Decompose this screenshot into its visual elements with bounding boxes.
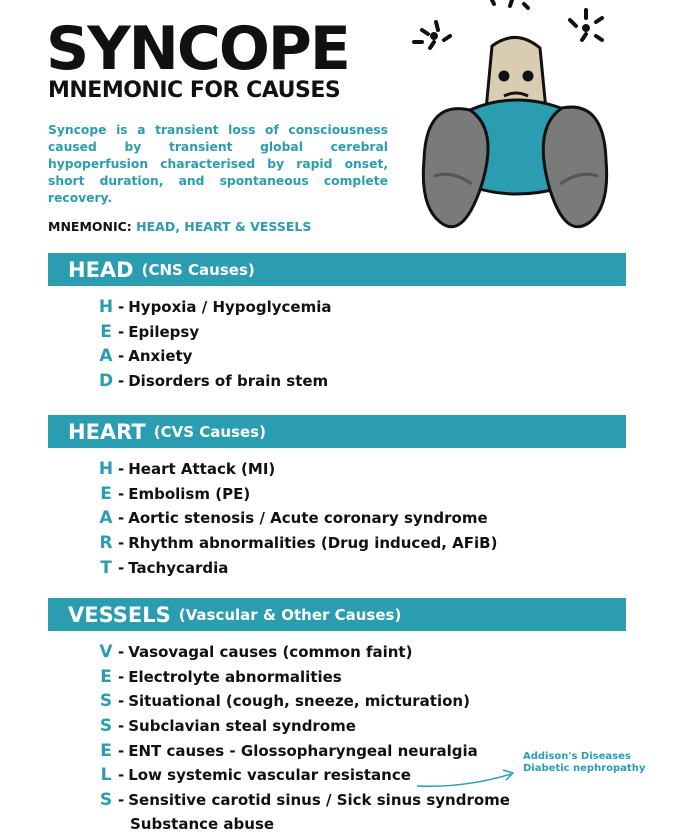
- mnemonic-line: [48, 219, 311, 234]
- list-item: A - Aortic stenosis / Acute coronary syndrome: [99, 508, 488, 529]
- curved-arrow-icon: [415, 762, 525, 792]
- item-text: Embolism (PE): [128, 484, 251, 503]
- list-item: E - Embolism (PE): [98, 482, 497, 507]
- mnemonic-letter: D: [98, 371, 114, 392]
- list-item: H - Hypoxia / Hypoglycemia: [98, 297, 332, 318]
- dizzy-star-icon: [492, 0, 528, 8]
- item-text: Situational (cough, sneeze, micturation): [128, 692, 470, 711]
- list-item: L - Low systemic vascular resistance: [98, 763, 510, 788]
- item-text: Subclavian steal syndrome: [128, 717, 356, 736]
- item-text: Heart Attack (MI): [128, 460, 276, 479]
- item-text: Anxiety: [128, 347, 193, 366]
- dizzy-star-icon: [414, 22, 450, 48]
- side-note-line-2: Diabetic nephropathy: [523, 763, 646, 774]
- item-text: Low systemic vascular resistance: [128, 766, 411, 785]
- item-text: Tachycardia: [128, 558, 229, 577]
- list-item: V - Vasovagal causes (common faint): [99, 642, 413, 663]
- section-subtitle: (Vascular & Other Causes): [178, 605, 402, 624]
- item-text: Sensitive carotid sinus / Sick sinus syndrome: [128, 790, 510, 809]
- item-text: ENT causes - Glossopharyngeal neuralgia: [128, 741, 478, 760]
- page-subtitle: MNEMONIC FOR CAUSES: [48, 78, 341, 103]
- mnemonic-letter: S: [99, 691, 113, 712]
- side-note-line-1: Addison's Diseases: [523, 751, 631, 762]
- head-items-list: [98, 295, 331, 393]
- mnemonic-letter: S: [99, 789, 113, 810]
- mnemonic-letter: H: [98, 459, 114, 480]
- list-item: S - Situational (cough, sneeze, micturation): [99, 691, 470, 712]
- page-title: SYNCOPE: [46, 14, 349, 84]
- mnemonic-letter: S: [99, 716, 113, 737]
- item-text: Hypoxia / Hypoglycemia: [128, 298, 332, 317]
- mnemonic-letter: E: [100, 740, 112, 761]
- section-subtitle: (CNS Causes): [141, 260, 255, 279]
- mnemonic-letter: E: [100, 321, 112, 342]
- mnemonic-letter: A: [99, 346, 113, 367]
- mnemonic-letter: E: [100, 666, 112, 687]
- mnemonic-label: MNEMONIC:: [48, 219, 132, 234]
- item-text: Disorders of brain stem: [128, 372, 329, 391]
- mnemonic-letter: T: [100, 557, 112, 578]
- item-text: Vasovagal causes (common faint): [128, 643, 413, 662]
- mnemonic-letter: A: [99, 508, 113, 529]
- mnemonic-letter: R: [99, 533, 113, 554]
- section-bar-vessels: [48, 598, 626, 631]
- side-note: [523, 751, 645, 775]
- list-item: A - Anxiety: [99, 346, 193, 367]
- list-item: D - Disorders of brain stem: [98, 371, 329, 392]
- mnemonic-letter: H: [98, 297, 114, 318]
- section-subtitle: (CVS Causes): [153, 422, 266, 441]
- section-bar-head: [48, 253, 626, 286]
- mnemonic-letter: V: [99, 642, 113, 663]
- section-bar-heart: [48, 415, 626, 448]
- list-item: H - Heart Attack (MI): [98, 459, 276, 480]
- intro-paragraph: Syncope is a transient loss of consciousness caused by transient global cerebral hypoperfusion characterised by rapid onset, short duration, and spontaneous complete recovery.: [48, 123, 388, 205]
- list-item: E - Electrolyte abnormalities: [98, 665, 510, 690]
- section-title: HEART: [68, 419, 146, 444]
- item-text: Aortic stenosis / Acute coronary syndrome: [128, 509, 488, 528]
- list-item: T - Tachycardia: [98, 555, 497, 580]
- list-item: S - Subclavian steal syndrome: [99, 716, 356, 737]
- dizzy-star-icon: [570, 10, 602, 40]
- mnemonic-letter: E: [100, 483, 112, 504]
- extra-item-text: Substance abuse: [130, 815, 275, 833]
- mnemonic-letter: L: [100, 765, 112, 786]
- item-text: Electrolyte abnormalities: [128, 667, 342, 686]
- person: [423, 37, 606, 226]
- item-text: Rhythm abnormalities (Drug induced, AFiB): [128, 534, 498, 553]
- mnemonic-value: HEAD, HEART & VESSELS: [136, 219, 312, 234]
- section-title: HEAD: [68, 257, 134, 282]
- list-item: R - Rhythm abnormalities (Drug induced, AFiB): [99, 533, 498, 554]
- list-item: S - Sensitive carotid sinus / Sick sinus syndrome: [99, 789, 510, 810]
- list-item: E - Epilepsy: [98, 320, 331, 345]
- fainted-person-illustration: [400, 0, 640, 240]
- section-title: VESSELS: [68, 602, 171, 627]
- item-text: Epilepsy: [128, 322, 200, 341]
- list-item: E - ENT causes - Glossopharyngeal neuralgia: [98, 738, 510, 763]
- heart-items-list: [98, 457, 497, 580]
